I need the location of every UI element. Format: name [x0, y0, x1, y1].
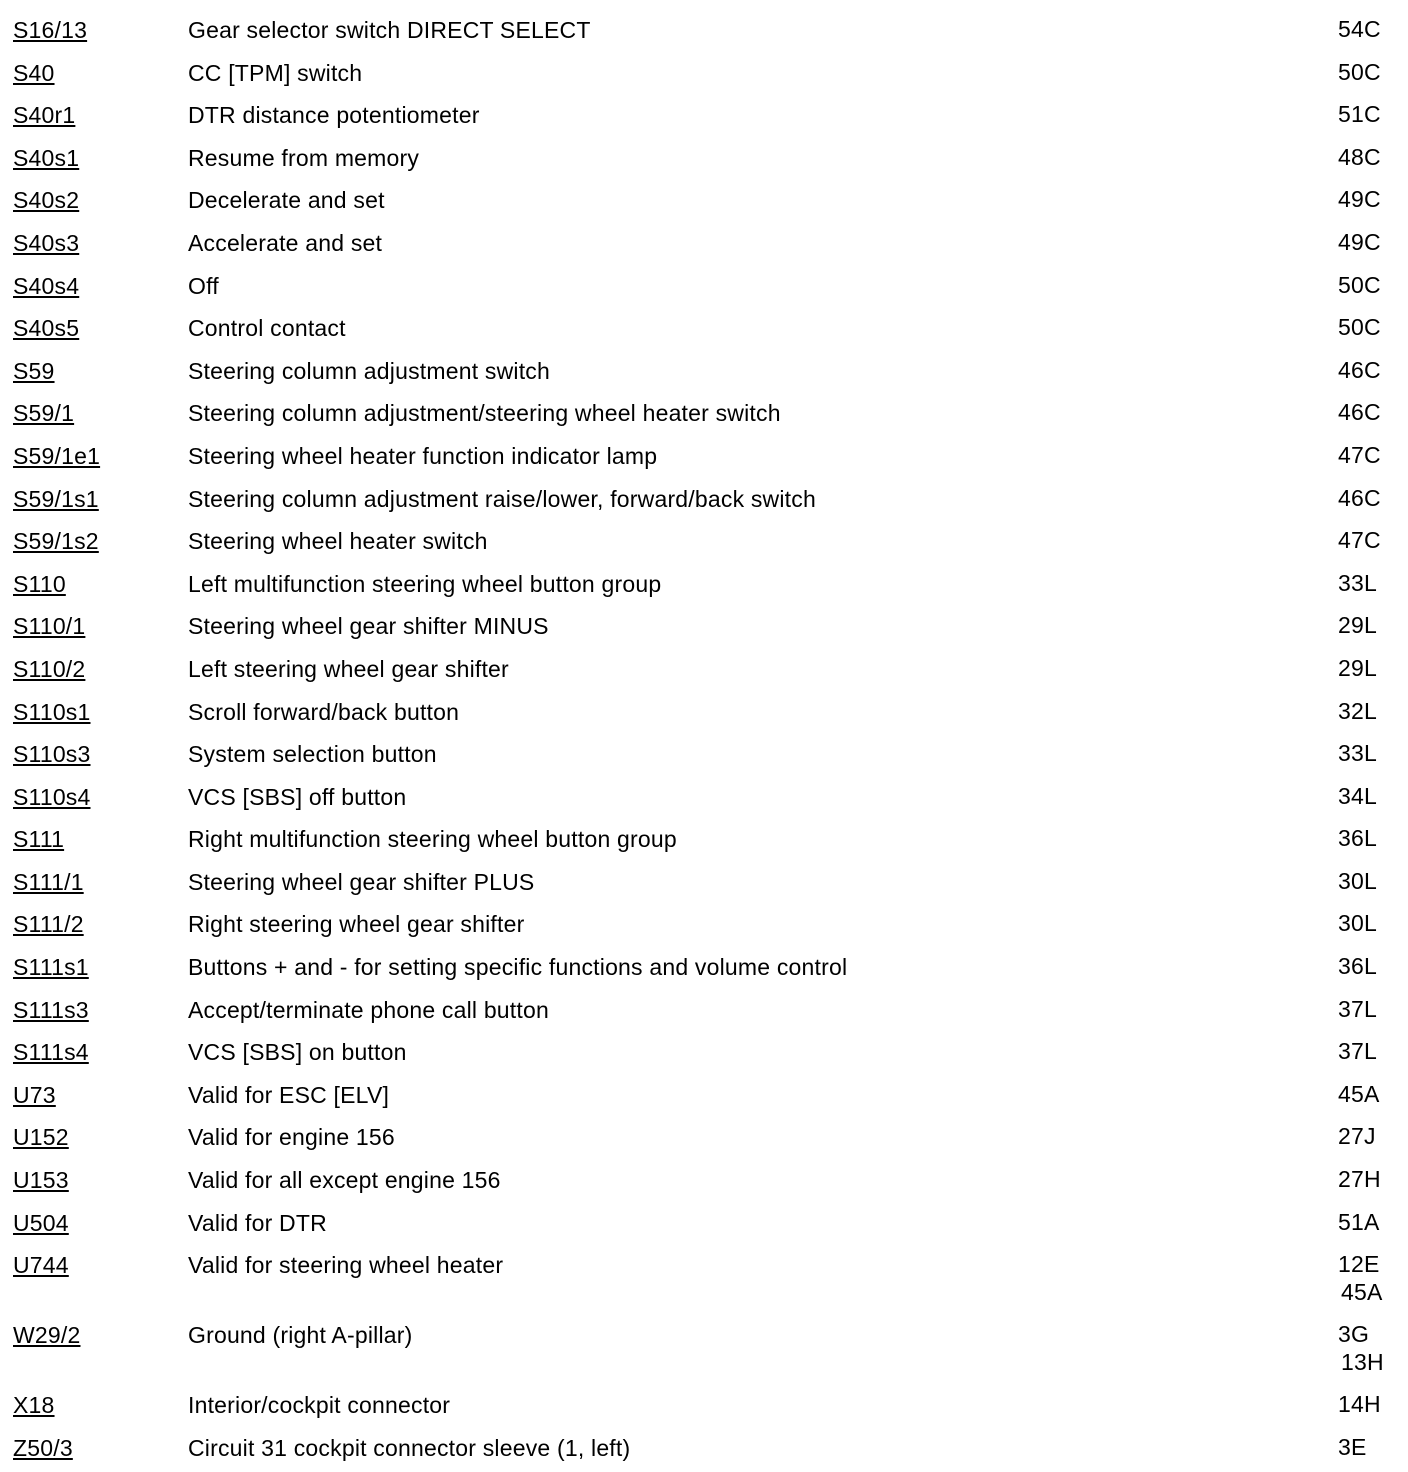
component-description: Steering column adjustment raise/lower, forward/back switch [188, 485, 816, 512]
component-description: VCS [SBS] off button [188, 783, 407, 810]
component-description: CC [TPM] switch [188, 59, 363, 86]
grid-location-value: 29L [1338, 612, 1377, 639]
grid-location-value: 32L [1338, 697, 1377, 724]
grid-location-value: 49C [1338, 186, 1381, 213]
component-description: Ground (right A-pillar) [188, 1322, 413, 1349]
grid-location [1338, 784, 1377, 810]
grid-location [1338, 486, 1381, 512]
grid-location-value: 27J [1338, 1123, 1376, 1150]
grid-location [1338, 315, 1381, 341]
legend-row [0, 1430, 1408, 1472]
component-description: Interior/cockpit connector [188, 1392, 451, 1419]
grid-location-value: 3E [1338, 1433, 1367, 1460]
legend-row [0, 55, 1408, 98]
component-description: Accelerate and set [188, 229, 383, 256]
component-code-link[interactable]: S40r1 [13, 102, 76, 129]
component-description: Scroll forward/back button [188, 698, 460, 725]
grid-location [1338, 997, 1377, 1023]
grid-location-value: 49C [1338, 228, 1381, 255]
grid-location-value: 3G [1338, 1321, 1370, 1348]
component-code-link[interactable]: S111 [13, 826, 65, 853]
legend-row [0, 140, 1408, 183]
grid-location-value: 12E [1338, 1251, 1380, 1278]
legend-row [0, 353, 1408, 396]
grid-location [1338, 1210, 1380, 1236]
grid-location-value: 27H [1338, 1166, 1381, 1193]
component-code-link[interactable]: S110s4 [13, 783, 91, 810]
grid-location-value: 37L [1338, 995, 1377, 1022]
legend-row [0, 12, 1408, 55]
component-code-link[interactable]: U73 [13, 1081, 56, 1108]
component-description: Steering wheel heater function indicator lamp [188, 442, 658, 469]
component-code-link[interactable]: S59/1s1 [13, 485, 99, 512]
component-description: Valid for DTR [188, 1209, 327, 1236]
legend-row [0, 608, 1408, 651]
grid-location [1338, 528, 1381, 554]
grid-location [1338, 102, 1381, 128]
component-code-link[interactable]: S111s4 [13, 1039, 89, 1066]
grid-location-value: 51A [1338, 1208, 1380, 1235]
component-code-link[interactable]: S40s1 [13, 144, 80, 171]
component-description: VCS [SBS] on button [188, 1039, 407, 1066]
component-code-link[interactable]: W29/2 [13, 1322, 81, 1349]
component-code-link[interactable]: S110 [13, 570, 66, 597]
legend-row [0, 182, 1408, 225]
legend-row [0, 481, 1408, 524]
grid-location [1338, 1322, 1384, 1376]
component-code-link[interactable]: S59/1s2 [13, 528, 99, 555]
grid-location-value: 46C [1338, 356, 1381, 383]
component-code-link[interactable]: S40s2 [13, 187, 80, 214]
grid-location [1338, 613, 1377, 639]
component-description: Steering wheel heater switch [188, 528, 488, 555]
component-code-link[interactable]: S110/1 [13, 613, 86, 640]
grid-location-value: 37L [1338, 1038, 1377, 1065]
grid-location [1338, 60, 1381, 86]
component-code-link[interactable]: X18 [13, 1392, 55, 1419]
grid-location [1338, 1167, 1381, 1193]
component-code-link[interactable]: S59/1e1 [13, 442, 101, 469]
grid-location-value: 54C [1338, 16, 1381, 42]
grid-location-value: 48C [1338, 143, 1381, 170]
component-description: Valid for ESC [ELV] [188, 1081, 390, 1108]
grid-location [1338, 1435, 1367, 1461]
component-code-link[interactable]: S40s3 [13, 229, 80, 256]
grid-location-value: 36L [1338, 825, 1377, 852]
legend-row [0, 268, 1408, 311]
grid-location [1338, 273, 1381, 299]
legend-row [0, 566, 1408, 609]
grid-location-value: 33L [1338, 740, 1377, 767]
grid-location [1338, 954, 1377, 980]
grid-location [1338, 699, 1377, 725]
grid-location-value: 47C [1338, 527, 1381, 554]
legend-row [0, 225, 1408, 268]
component-description: Valid for all except engine 156 [188, 1167, 501, 1194]
component-code-link[interactable]: S111s1 [13, 954, 89, 981]
legend-row [0, 736, 1408, 779]
component-description: Left multifunction steering wheel button group [188, 570, 662, 597]
component-description: Right steering wheel gear shifter [188, 911, 525, 938]
component-description: Valid for steering wheel heater [188, 1252, 504, 1279]
component-code-link[interactable]: U152 [13, 1124, 69, 1151]
component-code-link[interactable]: U744 [13, 1252, 69, 1279]
component-description: Resume from memory [188, 144, 420, 171]
grid-location [1338, 230, 1381, 256]
component-description: DTR distance potentiometer [188, 102, 480, 129]
component-description: Steering wheel gear shifter MINUS [188, 613, 549, 640]
grid-location [1338, 17, 1381, 43]
component-description: Steering column adjustment switch [188, 357, 550, 384]
legend-row [0, 1162, 1408, 1205]
grid-location-value: 14H [1338, 1391, 1381, 1418]
legend-row [0, 821, 1408, 864]
grid-location [1338, 145, 1381, 171]
legend-row [0, 310, 1408, 353]
grid-location [1338, 741, 1377, 767]
component-description: Gear selector switch DIRECT SELECT [188, 17, 591, 43]
legend-row [0, 864, 1408, 907]
legend-row [0, 438, 1408, 481]
grid-location-value: 29L [1338, 654, 1377, 681]
component-legend [0, 12, 1408, 1472]
grid-location-value: 13H [1341, 1349, 1384, 1376]
grid-location-value: 30L [1338, 867, 1377, 894]
legend-row [0, 1317, 1408, 1387]
grid-location [1338, 1124, 1376, 1150]
component-code-link[interactable]: S40 [13, 59, 55, 86]
grid-location [1338, 1252, 1383, 1306]
grid-location [1338, 1392, 1381, 1418]
grid-location-value: 47C [1338, 441, 1381, 468]
component-code-link[interactable]: S59/1 [13, 400, 75, 427]
component-code-link[interactable]: S111/2 [13, 911, 84, 938]
grid-location-value: 33L [1338, 569, 1377, 596]
component-code-link[interactable]: S40s5 [13, 315, 80, 342]
component-description: Left steering wheel gear shifter [188, 655, 509, 682]
grid-location [1338, 400, 1381, 426]
legend-row [0, 949, 1408, 992]
grid-location-value: 50C [1338, 271, 1381, 298]
legend-row [0, 97, 1408, 140]
component-description: System selection button [188, 741, 437, 768]
grid-location-value: 46C [1338, 484, 1381, 511]
component-code-link[interactable]: S111s3 [13, 996, 89, 1023]
component-code-link[interactable]: S110/2 [13, 655, 86, 682]
component-description: Decelerate and set [188, 187, 385, 214]
component-description: Control contact [188, 315, 346, 342]
component-description: Off [188, 272, 219, 299]
component-code-link[interactable]: S40s4 [13, 272, 80, 299]
legend-row [0, 694, 1408, 737]
legend-row [0, 779, 1408, 822]
component-code-link[interactable]: U504 [13, 1209, 69, 1236]
grid-location-value: 50C [1338, 314, 1381, 341]
grid-location [1338, 358, 1381, 384]
grid-location-value: 51C [1338, 101, 1381, 128]
grid-location [1338, 826, 1377, 852]
grid-location [1338, 1039, 1377, 1065]
legend-row [0, 523, 1408, 566]
component-description: Right multifunction steering wheel button group [188, 826, 677, 853]
legend-row [0, 1387, 1408, 1430]
component-description: Accept/terminate phone call button [188, 996, 549, 1023]
grid-location [1338, 1082, 1380, 1108]
grid-location-value: 36L [1338, 953, 1377, 980]
component-code-link[interactable]: S110s1 [13, 698, 91, 725]
component-description: Circuit 31 cockpit connector sleeve (1, left) [188, 1434, 631, 1461]
grid-location [1338, 571, 1377, 597]
grid-location [1338, 443, 1381, 469]
grid-location-value: 34L [1338, 782, 1377, 809]
grid-location [1338, 869, 1377, 895]
component-description: Steering column adjustment/steering wheel heater switch [188, 400, 781, 427]
component-code-link[interactable]: S110s3 [13, 741, 91, 768]
component-description: Valid for engine 156 [188, 1124, 395, 1151]
component-code-link[interactable]: S111/1 [13, 868, 84, 895]
legend-row [0, 906, 1408, 949]
grid-location-value: 45A [1338, 1080, 1380, 1107]
component-code-link[interactable]: U153 [13, 1167, 69, 1194]
component-code-link[interactable]: S16/13 [13, 17, 88, 43]
grid-location [1338, 911, 1377, 937]
grid-location-value: 46C [1338, 399, 1381, 426]
legend-row [0, 992, 1408, 1035]
legend-row [0, 1034, 1408, 1077]
component-code-link[interactable]: S59 [13, 357, 55, 384]
component-description: Steering wheel gear shifter PLUS [188, 868, 535, 895]
grid-location-value: 50C [1338, 58, 1381, 85]
legend-row [0, 395, 1408, 438]
legend-row [0, 1247, 1408, 1317]
component-description: Buttons + and - for setting specific functions and volume control [188, 954, 848, 981]
grid-location-value: 45A [1341, 1279, 1383, 1306]
legend-row [0, 1205, 1408, 1248]
legend-row [0, 1119, 1408, 1162]
legend-row [0, 651, 1408, 694]
component-code-link[interactable]: Z50/3 [13, 1434, 73, 1461]
grid-location [1338, 656, 1377, 682]
legend-row [0, 1077, 1408, 1120]
grid-location-value: 30L [1338, 910, 1377, 937]
grid-location [1338, 187, 1381, 213]
